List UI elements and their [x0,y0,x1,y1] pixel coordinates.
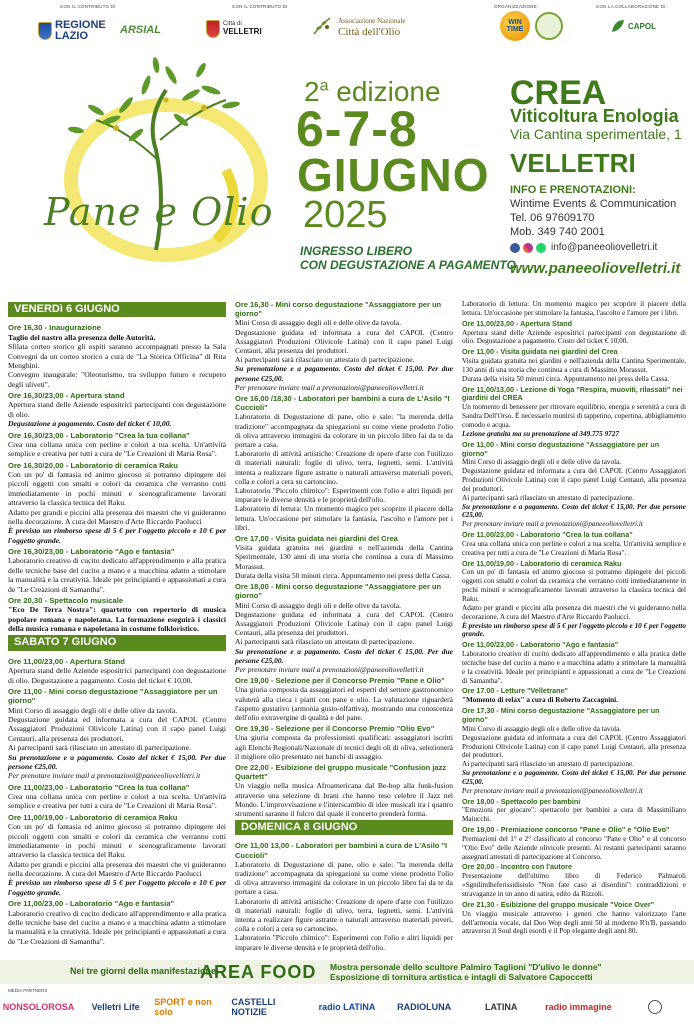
event-description: Su prenotazione e a pagamento. Costo del ticket € 15,00. Per due persone €25,00. [8,752,226,771]
lazio-crest-icon [38,22,52,40]
day-heading: VENERDì 6 GIUGNO [8,302,226,317]
event-title: Ore 11,00 - Mini corso degustazione "Assaggiatore per un giorno" [462,439,660,458]
venue-address: Via Cantina sperimentale, 1 [510,126,682,142]
program-event [8,323,226,389]
event-description: Mini Corso di assaggio degli oli e delle olive da tavola. [235,600,402,610]
venue-city: VELLETRI [510,148,636,178]
event-description: Crea una collana unica con perline e colori a tua scelta. Un'attività semplice e creativa per tutti a cura de "Le Creazioni di Maria Rosa". [462,539,686,557]
event-description: Con un po' di fantasia ed animo giocoso si potranno dipingere dei piccoli oggetti con smalti e colori da ceramica che verranno cotti immediatamente in pochi minuti e scenograficamente lavorati attraverso la classica tecnica del Raku. [462,568,686,603]
event-description: Laboratorio di Degustazione di pane, olio e sale: "la merenda della tradizione" accompagnata da spiegazioni su come viene prodotto l'olio di oliva attraverso immagini da colorare in un piccolo libro fai da te da portare a casa. [235,412,453,450]
program-event [462,641,686,685]
event-description[interactable]: Per prenotare inviare mail a prenotazioni@paneeoliovelletri.it [235,664,424,674]
event-description: Ai partecipanti sarà rilasciato un attestato di partecipazione. [235,637,415,647]
event-title: Ore 16,30/23,00 - Laboratorio "Ago e fantasia" [8,547,175,556]
website-link[interactable]: www.paneeoliovelletri.it [510,260,681,277]
whatsapp-icon[interactable] [536,243,546,253]
event-title: Ore 16,30 - Inaugurazione [8,323,101,333]
ingresso-note [300,244,516,272]
event-month: GIUGNO [297,149,490,201]
event-title: Ore 11,00/23,00 - Laboratorio "Ago e fantasia" [462,640,619,650]
program-event [8,596,226,634]
velletri-logo-text: VELLETRI [223,27,262,36]
program-event [462,560,686,640]
event-description: Ai partecipanti sarà rilasciato un attestato di partecipazione. [8,743,191,753]
event-title: Ore 11,00/19,00 - Laboratorio di ceramica Raku [8,812,178,822]
logo-citta-olio [310,14,405,38]
event-description: Lezione gratuita ma su prenotazione al 349.775 9727 [462,429,619,438]
event-description: È previsto un rimborso spese di 5 € per l'oggetto piccolo e 10 € per l'oggetto grande. [8,878,226,897]
event-description: Su prenotazione e a pagamento. Costo del ticket € 15,00. Per due persone €25,00. [462,502,686,520]
event-description: "Eco De Terra Nostra": quartetto con repertorio di musica popolare romana e napoletana. La formazione eseguirà i classici della musica romana e napoletana in costume folkloristico. [8,605,226,633]
program-event [462,707,686,795]
info-mobile: Mob. 349 740 2001 [510,226,605,238]
event-description: Premiazioni del 1° e 2° classificato al concorso "Pane e Olio" e al concorso "Olio Evo" delle Aziende olivicole presenti. Ai restanti partecipanti saranno assegnati attestati di partecipazione al Concorso. [462,834,686,861]
event-description: Su prenotazione e a pagamento. Costo del ticket € 15,00. Per due persone €25,00. [462,769,686,786]
media-partner-logo [617,996,694,1018]
event-title: Ore 21,30 - Esibizione del gruppo musicale "Voice Over" [462,899,655,909]
media-partner-logo: LATINA [485,1002,518,1012]
event-description: È previsto un rimborso spese di 5 € per l'oggetto piccolo e 10 € per l'oggetto grande. [8,526,226,545]
program-event [235,724,453,761]
event-description: Laboratorio "Piccolo chimico": Esperimenti con l'olio e altri liquidi per imparare le diverse densità e le proprietà dell'olio. [235,486,453,505]
event-description[interactable]: Per prenotare inviare mail a prenotazioni@paneeoliovelletri.it [235,382,424,392]
event-description: Ai partecipanti sarà rilasciato un attestato di partecipazione. [462,493,635,502]
event-title: Ore 18,00 - Spettacolo per bambini [462,796,581,806]
event-title: Ore 11,00/23,00 - Apertura Stand [8,656,125,666]
event-description: Laboratorio di Degustazione di pane, olio e sale: "la merenda della tradizione" accompagnata da spiegazioni su come viene prodotto l'olio di oliva attraverso immagini da colorare in un piccolo libro fai da te da portare a casa. [235,859,453,897]
media-partner-logo: NONSOLOROSA [2,1002,75,1012]
program-event [462,531,686,558]
event-description: Adatto per grandi e piccini alla presenza dei maestri che vi guideranno nella decorazione. A cura del Maestro d'Arte Riccardo Paolucci [8,507,226,526]
media-partner-logo: SPORT e non solo [154,997,212,1017]
event-description: Crea una collana unica con perline e colori a tua scelta. Un'attività semplice e creativa per tutti a cura de "Le Creazioni di Maria Rosa". [8,792,226,811]
event-description: Durata della visita 50 minuti circa. Appuntamento nei press della Cassa. [462,374,670,383]
program-column-3 [462,300,686,938]
event-description: Laboratorio "Piccolo chimico": Esperimenti con l'olio e altri liquidi per imparare le diverse densità e le proprietà dell'olio. [235,933,453,952]
program-event [8,547,226,594]
edition-label: 2$^a$ edizione [304,76,441,107]
partner-emblem-icon [648,1000,662,1014]
event-title: Ore 11,00 - Visita guidata nei giardini del Crea [462,347,618,357]
event-title: Ore 16,00 /18,30 - Laboratori per bambini a cura de L'Asilo "I Cuccioli" [235,394,450,413]
day-heading: SABATO 7 GIUGNO [8,635,226,650]
event-year: 2025 [303,194,388,236]
event-description: Presentazione dell'ultimo libro di Federico Palmaroli «Sgnilindheferissidisiolo "Non fate caso ai disordini": contraddizioni e stravaganze in un anno di satira, edito da Rizzoli. [462,872,686,898]
event-title: Ore 11,00 - Mini corso degustazione "Assaggiatore per un giorno" [8,686,218,706]
ingresso-line1: INGRESSO LIBERO [300,244,413,258]
event-title: Ore 11,00/23,00 - Apertura Stand [462,318,572,328]
caption-regione: CON IL CONTRIBUTO DI [60,4,116,9]
program-event [8,899,226,946]
logo-wintime [500,11,563,41]
capol-leaf-icon [610,18,626,34]
velletri-crest-icon [206,20,220,38]
event-description[interactable]: Per prenotare inviare mail a prenotazioni@paneeoliovelletri.it [462,786,643,795]
logo-capol [610,18,656,34]
program-event [235,300,453,392]
area-food-label: Nei tre giorni della manifestazione: [70,966,220,976]
event-description: Con un po' di fantasia ed animo giocoso si potranno dipingere dei piccoli oggetti con smalti e colori da ceramica che verranno cotti immediatamente in pochi minuti e scenograficamente lavorati attraverso la classica tecnica del Raku. [8,470,226,508]
event-description: Una giuria composta da assaggiatori ed esperti del settore gastronomico valuterà alla cieca i piatti con pane e olio. La valutazione riguarderà l'aspetto gustativo (armonia gusto-olfattiva), mostrando una conoscenza dell'olio extravergine di qualità e del pane. [235,685,453,722]
event-description: Ai partecipanti sarà rilasciato un attestato di partecipazione. [462,760,635,769]
event-description: Apertura stand delle Aziende espositrici partecipanti con degustazione di olio. Degustazione a pagamento. Costo del ticket € 10,00. [462,328,686,346]
event-description: Mini Corso di assaggio degli oli e delle olive da tavola. [462,724,622,733]
event-description: Mini Corso di assaggio degli oli e delle olive da tavola. [8,705,178,715]
regione-lazio-text: REGIONE LAZIO [55,19,106,42]
caption-collaborazione: CON LA COLLABORAZIONE DI: [596,4,668,9]
event-title: Ore 11,00/19,00 - Laboratorio di ceramica Raku [462,558,622,568]
logo-citta-velletri [206,20,262,38]
event-title: Ore 16,30/23,00 - Laboratorio "Crea la tua collana" [8,430,190,440]
event-title: Ore 20,30 - Spettacolo musicale [8,595,124,605]
event-description: Degustazione guidata ed informata a cura del CAPOL (Centro Assaggiatori Produzioni Olivicole Latina) con il capo panel Luigi Centauri, alla presenza dei produttori. [235,327,453,356]
event-dates: 6-7-8 [296,101,418,157]
info-organizer: Wintime Events & Communication [510,198,677,210]
event-title: Ore 17.00 - Letture "Velletrane" [462,686,568,696]
olive-branch-icon [310,14,334,38]
event-title: Ore 11,00/23,00 - Laboratorio "Crea la tua collana" [8,782,190,792]
program-event [8,657,226,685]
event-description: Ai partecipanti sarà rilasciato un attestato di partecipazione. [235,355,415,365]
info-heading: INFO E PRENOTAZIONI: [510,184,636,196]
facebook-icon[interactable] [510,243,520,253]
event-description: Laboratorio creativo di cucito dedicato all'apprendimento e alla pratica delle tecniche base del cucito a mano e a macchina adatto a stimolare la manualità e la creatività. Ideale per principianti e appassionati a cura de "Le Creazioni di Samantha". [8,908,226,946]
event-description: Degustazione guidata ed informata a cura del CAPOL (Centro Assaggiatori Produzioni Olivicole Latina) con il capo panel Luigi Centauri, alla presenza dei produttori. [8,715,226,743]
citta-di-text: Città di [223,21,242,27]
event-description: Adatto per grandi e piccini alla presenza dei maestri che vi guideranno nella decorazione. A cura del Maestro d'Arte Riccardo Paolucci. [462,603,686,621]
event-title: Ore 18,00 - Mini corso degustazione "Assaggiatore per un giorno" [235,582,442,601]
program-event [462,300,686,318]
exhibition-notes [330,962,602,982]
top-logo-bar [0,0,694,44]
event-description: Su prenotazione e a pagamento. Costo del ticket € 15,00. Per due persone €25,00. [235,646,453,665]
program-event [235,841,453,951]
program-event [235,676,453,722]
caption-organizzazione: ORGANIZZAZIONE: [494,4,539,9]
event-title: Ore 19,30 - Selezione per il Concorso Premio "Olio Evo" [235,724,435,734]
day-heading: DOMENICA 8 GIUGNO [235,820,453,835]
event-title: Ore 11,00 13,00 - Laboratori per bambini a cura de L'Asilo "I Cuccioli" [235,841,448,860]
venue-name: CREA [510,74,607,112]
event-description: Un viaggio nella musica Afroamericana dal Be-bop alla funk-fusion attraverso una selezione di brani che hanno reso celebre il Jazz nel Mondo. L'improvvisazione e l'interscambio di idee musicali tra i quattro strumenti saranno il fulcro dal quale il concerto prenderà forma. [235,781,453,818]
program-event [235,534,453,580]
event-description: Mini Corso di assaggio degli oli e delle olive da tavola. [462,458,622,467]
logo-regione-lazio [38,19,106,42]
event-description: È previsto un rimborso spese di 5 € per l'oggetto piccolo e 10 € per l'oggetto grande. [462,621,686,639]
program-event [8,783,226,811]
event-description: Mini Corso di assaggio degli oli e delle olive da tavola. [235,318,402,328]
event-title: Ore 20,00 - Incontro con l'autore [462,862,572,872]
event-description: Apertura stand delle Aziende espositrici partecipanti con degustazione di olio. [8,400,226,419]
event-description: Laboratorio creativo di cucito dedicato all'apprendimento e alla pratica delle tecniche base del cucito a mano e a macchina adatto a stimolare la manualità e la creatività. Ideale per principianti e appassionati a cura de "Le Creazioni di Samantha". [8,556,226,594]
event-description: Un momento di benessere per ritrovare equilibrio, energia e serenità a cura di Sandra Dell'Orso. È necessario munirsi di tappetino, copertina, abbigliamento comodo e acqua. [462,403,686,429]
event-description: "Emozioni per giocare": spettacolo per bambini a cura di Massimiliano Maiucchi. [462,806,686,824]
program-column-2 [235,300,453,954]
media-partners-caption: MEDIA PARTNERS [8,988,48,993]
event-description: Laboratorio di attività artistiche: Creazione di opere d'arte con l'utilizzo di materiali naturali: foglie di ulivo, terra, legnetti, semi. L'attività intenta a realizzare figure astratte o naturali attraverso materiali poveri, colla e colori a cera su cartoncino. [235,896,453,934]
wintime-badge: WIN TIME [500,11,530,41]
event-description: Taglio del nastro alla presenza delle Autorità. [8,332,156,342]
program-event [462,901,686,936]
program-event [8,431,226,459]
ingresso-line2: CON DEGUSTAZIONE A PAGAMENTO [300,258,516,272]
event-description: Durata della visita 50 minuti circa. Appuntamento nei press della Cassa. [235,570,452,580]
info-phone: Tel. 06 97609170 [510,212,595,224]
media-partner-logo: radio LATINA [318,1002,376,1012]
event-description: Convegno inaugurale: "Oleoturismo, tra sviluppo futuro e recupero degli uliveti". [8,370,226,389]
event-description: Crea una collana unica con perline e colori a tua scelta. Un'attività semplice e creativa per tutti a cura de "Le Creazioni di Maria Rosa". [8,439,226,459]
event-description: Con un po' di fantasia ed animo giocoso si potranno dipingere dei piccoli oggetti con smalti e colori da ceramica che verranno cotti immediatamente in pochi minuti e scenograficamente lavorati attraverso la classica tecnica del Raku. [8,822,226,860]
event-logo [16,50,284,262]
media-partner-logo: radio immagine [545,1002,612,1012]
event-description: Un viaggio musicale attraverso i generi che hanno valorizzato l'arte dell'armonia vocale, dal Doo Wop degli anni 50 al moderno R'n'B, passando attraverso il Soul degli esordi e il Pop elegante degli anni 80. [462,909,686,936]
event-description: Degustazione guidata ed informata a cura del CAPOL (Centro Assaggiatori Produzioni Olivicole Latina) con il capo panel Luigi Centauri, alla presenza dei produttori. [462,733,686,760]
assoc-line2: Città dell'Olio [338,25,401,38]
program-event [462,348,686,383]
event-title: Ore 16,30/20,00 - Laboratorio di ceramica Raku [8,460,178,470]
assoc-line1: Associazione Nazionale [338,16,406,25]
event-logo-text: Pane e Olio [44,190,274,234]
event-description: Una giuria composta da professionisti qualificati: assaggiatori iscritti agli Elenchi Regionali/Nazionale di tecnici degli oli di oliva, selezionerà il migliore olio presentato nei banchi di assaggio. [235,733,453,761]
event-title: Ore 11,00/23,00 - Laboratorio "Ago e fantasia" [8,899,175,909]
program-event [462,320,686,347]
event-title: Ore 17,30 - Mini corso degustazione "Assaggiatore per un giorno" [462,706,660,724]
event-description: Laboratorio creativo di cucito dedicato all'apprendimento e alla pratica delle tecniche base del cucito a mano e a macchina adatto a stimolare la manualità e la creatività. Ideale per principianti e appassionati a cura de "Le Creazioni di Samantha". [462,650,686,685]
program-event [8,813,226,897]
contact-email[interactable]: info@paneeoliovelletri.it [551,242,658,253]
event-description: Degustazione guidata ed informata a cura del CAPOL (Centro Assaggiatori Produzioni Olivicole Latina) con il capo panel Luigi Centauri, alla presenza dei produttori. [462,467,686,493]
event-description: Visita guidata gratuita nei giardini e nell'azienda della Cantina Sperimentale, 130 anni di una storia che continua a cura di Massimo Morassut. [462,357,686,374]
instagram-icon[interactable] [523,243,533,253]
event-description: Degustazione guidata ed informata a cura del CAPOL (Centro Assaggiatori Produzioni Olivicole Latina) con il capo panel Luigi Centauri, alla presenza dei produttori. [235,609,453,638]
event-title: Ore 11,00/13,00 - Lezione di Yoga "Respira, muoviti, rilassati" nei giardini del CREA [462,384,683,403]
event-title: Ore 22,00 - Esibizione del gruppo musicale "Confusion jazz Quartett" [235,762,447,782]
event-title: Ore 19,00 - Selezione per il Concorso Premio "Pane e Olio" [235,676,445,686]
caption-comune: CON IL CONTRIBUTO DI [232,4,288,9]
event-description[interactable]: Per prenotare inviare mail a prenotazioni@paneeoliovelletri.it [8,771,201,781]
event-description: Laboratorio di lettura: Un momento magico per scoprire il piacere della lettura. Un'occasione per stimolare la fantasia, l'ascolto e l'amore per i libri. [235,504,453,532]
event-title: Ore 11,00/23,00 - Laboratorio "Crea la tua collana" [462,530,633,540]
event-description[interactable]: Per prenotare inviare mail a prenotazioni@paneeoliovelletri.it [462,520,643,529]
program-event [235,582,453,674]
event-title: Ore 17,00 - Visita guidata nei giardini del Crea [235,534,398,544]
exhibition-line1: Mostra personale dello scultore Palmiro Taglioni "D'ulivo le donne" [330,962,602,972]
exhibition-line2: Esposizione di tornitura artistica e intagli di Salvatore Capoccetti [330,972,593,982]
program-event [462,863,686,898]
event-title: Ore 16,30 - Mini corso degustazione "Assaggiatore per un giorno" [235,300,442,319]
program-event [235,394,453,532]
venue-subtitle: Viticoltura Enologia [510,106,679,126]
arsial-text: ARSIAL [120,24,161,36]
event-description: Adatto per grandi e piccini alla presenza dei maestri che vi guideranno nella decorazione. A cura del Maestro d'Arte Riccardo Paolucci [8,859,226,878]
social-contacts [510,242,657,253]
program-event [462,386,686,439]
event-description: Sfilata corteo storico gli ospiti saranno accompagnati presso la Sala Convegni da un corteo storico a cura de "La Storica Officina" di Rita Menghini. [8,342,226,370]
area-food-title: AREA FOOD [200,962,317,982]
media-partner-logo: CASTELLI NOTIZIE [231,997,276,1017]
program-column-1 [8,300,226,948]
event-description: Laboratorio di attività artistiche: Creazione di opere d'arte con l'utilizzo di materiali naturali: foglie di ulivo, terra, legnetti, semi. L'attività intenta a realizzare figure astratte o naturali attraverso materiali poveri, colla e colori a cera su cartoncino. [235,449,453,486]
program-event [8,687,226,781]
pane-olio-badge-icon [535,12,563,40]
program-event [462,826,686,861]
logo-arsial [120,24,161,36]
program-event [462,798,686,825]
event-title: Ore 19,00 - Premiazione concorso "Pane e Olio" e "Olio Evo" [462,825,670,835]
program-event [8,391,226,429]
event-description: Degustazione a pagamento. Costo del ticket € 10,00. [8,419,172,429]
program-event [8,461,226,545]
event-description: Laboratorio di lettura: Un momento magico per scoprire il piacere della lettura. Un'occasione per stimolare la fantasia, l'ascolto e l'amore per i libri. [462,300,686,317]
program-event [462,441,686,529]
event-title: Ore 16,30/23,00 - Apertura stand [8,391,125,400]
media-partner-logo: Velletri Life [91,1002,140,1012]
event-description: "Momento di relax" a cura di Roberto Zaccagnini. [462,696,618,705]
event-description: Visita guidata gratuita nei giardini e nell'azienda della Cantina Sperimentale, 130 anni di una storia che continua a cura di Massimo Morassut. [235,543,453,571]
program-event [235,763,453,818]
program-event [462,687,686,705]
event-description: Su prenotazione e a pagamento. Costo del ticket € 15,00. Per due persone €25,00. [235,364,453,383]
event-description: Apertura stand delle Aziende espositrici partecipanti con degustazione di olio. Degustazione a pagamento. Costo del ticket € 10,00. [8,666,226,685]
capol-text: CAPOL [628,21,656,31]
media-partner-logo: RADIOLUNA [397,1002,452,1012]
